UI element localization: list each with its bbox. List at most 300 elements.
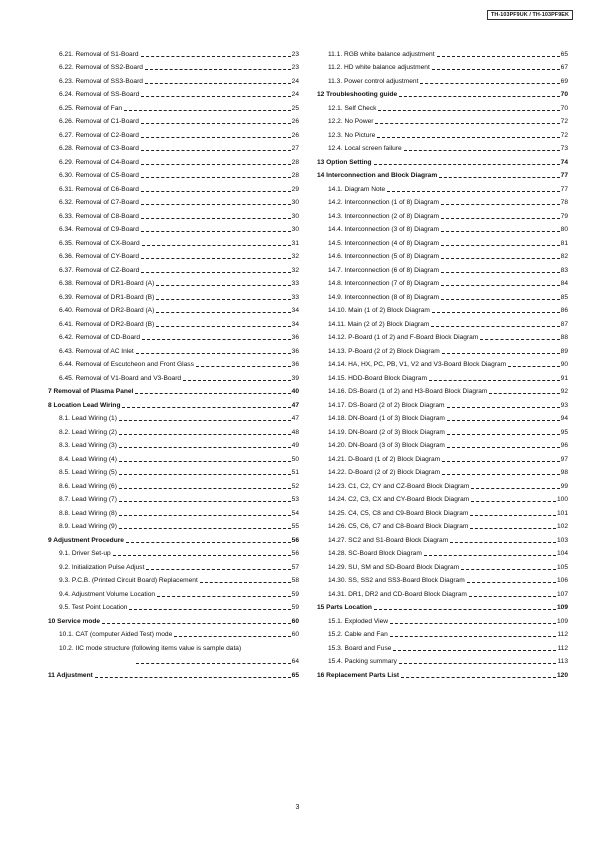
toc-entry[interactable] bbox=[317, 167, 568, 181]
toc-entry[interactable] bbox=[317, 99, 568, 113]
toc-entry-title: 12.1. Self Check bbox=[328, 104, 377, 112]
toc-entry-page: 25 bbox=[291, 104, 299, 112]
toc-entry[interactable] bbox=[48, 423, 299, 437]
dot-leader bbox=[441, 218, 560, 219]
toc-entry-title: 15.1. Exploded View bbox=[328, 617, 388, 625]
toc-entry[interactable] bbox=[48, 437, 299, 451]
toc-entry[interactable] bbox=[48, 72, 299, 86]
toc-entry-page: 50 bbox=[291, 455, 299, 463]
toc-entry-title: 6.21. Removal of S1-Board bbox=[59, 50, 139, 58]
toc-entry-page: 120 bbox=[556, 671, 568, 679]
dot-leader bbox=[141, 123, 291, 124]
toc-entry[interactable] bbox=[48, 234, 299, 248]
toc-entry-title: 13 Option Setting bbox=[317, 158, 372, 166]
toc-entry-title: 6.35. Removal of CX-Board bbox=[59, 239, 140, 247]
toc-entry[interactable] bbox=[317, 626, 568, 640]
toc-entry-title: 6.45. Removal of V1-Board and V3-Board bbox=[59, 374, 182, 382]
toc-entry[interactable] bbox=[48, 491, 299, 505]
dot-leader bbox=[119, 434, 291, 435]
toc-entry[interactable] bbox=[317, 302, 568, 316]
toc-entry-title: 8.1. Lead Wiring (1) bbox=[59, 415, 117, 422]
toc-entry[interactable] bbox=[48, 140, 299, 154]
toc-entry[interactable] bbox=[48, 545, 299, 559]
toc-entry[interactable] bbox=[48, 585, 299, 599]
toc-entry-page: 65 bbox=[560, 50, 568, 58]
toc-entry[interactable] bbox=[48, 126, 299, 140]
dot-leader bbox=[119, 474, 291, 475]
toc-entry-page: 70 bbox=[560, 104, 568, 112]
toc-entry[interactable] bbox=[48, 653, 299, 667]
toc-entry[interactable] bbox=[317, 477, 568, 491]
dot-leader bbox=[122, 407, 290, 408]
toc-entry-title: 9.5. Test Point Location bbox=[59, 604, 128, 611]
dot-leader bbox=[467, 582, 556, 583]
dot-leader bbox=[145, 69, 291, 70]
toc-entry[interactable] bbox=[317, 450, 568, 464]
toc-entry[interactable] bbox=[48, 221, 299, 235]
dot-leader bbox=[441, 231, 560, 232]
toc-entry-page: 30 bbox=[291, 212, 299, 220]
dot-leader bbox=[390, 636, 557, 637]
toc-entry-title: 12.2. No Power bbox=[328, 118, 374, 125]
toc-entry-page: 107 bbox=[556, 590, 568, 598]
toc-entry-page: 56 bbox=[291, 550, 299, 557]
dot-leader bbox=[141, 96, 290, 97]
toc-entry-page: 73 bbox=[560, 145, 568, 152]
toc-entry[interactable] bbox=[48, 626, 299, 640]
dot-leader bbox=[141, 137, 291, 138]
toc-entry[interactable] bbox=[48, 383, 299, 397]
toc-entry[interactable] bbox=[317, 423, 568, 437]
dot-leader bbox=[429, 380, 560, 381]
toc-entry-page: 86 bbox=[560, 307, 568, 314]
toc-entry-page: 36 bbox=[291, 334, 299, 341]
dot-leader bbox=[174, 636, 290, 637]
toc-entry[interactable] bbox=[48, 99, 299, 113]
dot-leader bbox=[390, 623, 556, 624]
toc-entry-title: 14.15. HDD-Board Block Diagram bbox=[328, 374, 427, 382]
toc-entry-page: 92 bbox=[560, 388, 568, 395]
toc-entry[interactable] bbox=[48, 113, 299, 127]
toc-entry[interactable] bbox=[48, 153, 299, 167]
toc-entry-title: 14 Interconnection and Block Diagram bbox=[317, 172, 438, 179]
dot-leader bbox=[432, 69, 560, 70]
toc-entry[interactable] bbox=[48, 167, 299, 181]
toc-entry[interactable] bbox=[317, 383, 568, 397]
dot-leader bbox=[156, 285, 290, 286]
toc-entry-page: 58 bbox=[291, 577, 299, 584]
dot-leader bbox=[439, 177, 559, 178]
toc-entry-page: 84 bbox=[560, 280, 568, 287]
toc-entry-page: 79 bbox=[560, 212, 568, 220]
dot-leader bbox=[136, 353, 291, 354]
toc-entry[interactable] bbox=[48, 477, 299, 491]
toc-entry[interactable] bbox=[48, 464, 299, 478]
toc-entry[interactable] bbox=[48, 666, 299, 680]
dot-leader bbox=[156, 312, 290, 313]
toc-entry-title: 15 Parts Location bbox=[317, 604, 372, 611]
dot-leader bbox=[442, 474, 560, 475]
dot-leader bbox=[141, 204, 291, 205]
toc-entry[interactable] bbox=[317, 531, 568, 545]
toc-entry-title: 14.19. DN-Board (2 of 3) Block Diagram bbox=[328, 428, 445, 436]
dot-leader bbox=[157, 596, 291, 597]
toc-entry[interactable] bbox=[48, 396, 299, 410]
toc-entry-page: 60 bbox=[291, 631, 299, 638]
toc-entry-page: 39 bbox=[291, 374, 299, 382]
dot-leader bbox=[441, 285, 560, 286]
toc-entry-page: 98 bbox=[560, 469, 568, 476]
dot-leader bbox=[401, 677, 556, 678]
dot-leader bbox=[119, 528, 291, 529]
toc-entry-title: 14.3. Interconnection (2 of 8) Diagram bbox=[328, 212, 440, 220]
toc-entry-page: 106 bbox=[556, 577, 568, 584]
toc-entry-title: 6.24. Removal of SS-Board bbox=[59, 91, 140, 98]
dot-leader bbox=[141, 218, 291, 219]
dot-leader bbox=[447, 420, 560, 421]
dot-leader bbox=[437, 56, 560, 57]
toc-entry[interactable] bbox=[48, 315, 299, 329]
toc-entry[interactable] bbox=[317, 612, 568, 626]
dot-leader bbox=[404, 150, 560, 151]
toc-entry[interactable] bbox=[48, 450, 299, 464]
toc-entry-title: 14.1. Diagram Note bbox=[328, 185, 386, 193]
toc-entry[interactable] bbox=[317, 545, 568, 559]
toc-entry-title: 6.22. Removal of SS2-Board bbox=[59, 64, 143, 71]
toc-entry-title: 8.6. Lead Wiring (6) bbox=[59, 482, 117, 490]
toc-entry-page: 109 bbox=[556, 604, 568, 611]
toc-entry-title: 10.1. CAT (computer Aided Test) mode bbox=[59, 631, 173, 638]
toc-entry[interactable] bbox=[48, 275, 299, 289]
toc-entry-title: 14.21. D-Board (1 of 2) Block Diagram bbox=[328, 455, 441, 463]
toc-entry[interactable] bbox=[317, 140, 568, 154]
dot-leader bbox=[141, 272, 290, 273]
toc-entry[interactable] bbox=[48, 248, 299, 262]
toc-entry-title: 6.42. Removal of CD-Board bbox=[59, 334, 140, 341]
toc-entry-title: 6.37. Removal of CZ-Board bbox=[59, 266, 140, 274]
toc-entry-title: 14.22. D-Board (2 of 2) Block Diagram bbox=[328, 469, 441, 476]
dot-leader bbox=[95, 677, 291, 678]
toc-entry-page: 30 bbox=[291, 199, 299, 206]
toc-entry-title: 14.26. C5, C6, C7 and C8-Board Block Diagram bbox=[328, 523, 469, 530]
toc-entry[interactable] bbox=[317, 113, 568, 127]
toc-entry[interactable] bbox=[48, 302, 299, 316]
toc-entry-page: 24 bbox=[291, 77, 299, 85]
dot-leader bbox=[375, 123, 559, 124]
dot-leader bbox=[124, 110, 291, 111]
toc-entry-title: 6.26. Removal of C1-Board bbox=[59, 118, 139, 125]
toc-entry-title: 6.38. Removal of DR1-Board (A) bbox=[59, 280, 155, 287]
toc-left-column bbox=[48, 45, 299, 680]
dot-leader bbox=[129, 609, 290, 610]
toc-entry-title: 8.4. Lead Wiring (4) bbox=[59, 455, 117, 463]
toc-entry[interactable] bbox=[317, 72, 568, 86]
toc-entry[interactable] bbox=[317, 180, 568, 194]
toc-entry-page: 26 bbox=[291, 131, 299, 139]
dot-leader bbox=[141, 56, 291, 57]
toc-entry-page: 109 bbox=[556, 617, 568, 625]
toc-entry-title: 7 Removal of Plasma Panel bbox=[48, 388, 134, 395]
toc-entry[interactable] bbox=[48, 342, 299, 356]
toc-entry[interactable] bbox=[48, 639, 299, 653]
dot-leader bbox=[469, 596, 556, 597]
toc-entry-title: 6.25. Removal of Fan bbox=[59, 104, 123, 112]
toc-entry-page: 40 bbox=[291, 388, 299, 395]
toc-entry-page: 77 bbox=[560, 185, 568, 193]
toc-entry[interactable] bbox=[48, 558, 299, 572]
toc-entry-page: 54 bbox=[291, 509, 299, 517]
toc-entry-title: 10.2. IIC mode structure (following items value is sample data) bbox=[59, 644, 242, 652]
toc-entry-page: 112 bbox=[557, 644, 568, 652]
toc-entry[interactable] bbox=[48, 369, 299, 383]
toc-entry[interactable] bbox=[317, 275, 568, 289]
toc-entry-title: 16 Replacement Parts List bbox=[317, 671, 400, 679]
dot-leader bbox=[141, 150, 291, 151]
toc-entry-page: 93 bbox=[560, 401, 568, 409]
toc-entry[interactable] bbox=[317, 599, 568, 613]
toc-entry[interactable] bbox=[48, 180, 299, 194]
toc-entry[interactable] bbox=[317, 288, 568, 302]
toc-entry-title: 8.9. Lead Wiring (9) bbox=[59, 523, 117, 530]
dot-leader bbox=[146, 569, 290, 570]
toc-entry[interactable] bbox=[48, 329, 299, 343]
toc-entry[interactable] bbox=[317, 518, 568, 532]
toc-entry-page: 29 bbox=[291, 185, 299, 193]
dot-leader bbox=[420, 83, 559, 84]
toc-entry-page: 69 bbox=[560, 77, 568, 85]
toc-entry-title: 14.30. SS, SS2 and SS3-Board Block Diagram bbox=[328, 577, 465, 584]
toc-entry[interactable] bbox=[48, 86, 299, 100]
dot-leader bbox=[471, 488, 559, 489]
toc-entry-title: 6.30. Removal of C5-Board bbox=[59, 172, 139, 179]
toc-entry-page: 33 bbox=[291, 293, 299, 301]
dot-leader bbox=[141, 164, 291, 165]
toc-entry-title: 14.18. DN-Board (1 of 3) Block Diagram bbox=[328, 415, 445, 422]
toc-entry[interactable] bbox=[317, 207, 568, 221]
toc-entry[interactable] bbox=[48, 261, 299, 275]
toc-entry-title: 6.28. Removal of C3-Board bbox=[59, 145, 139, 152]
toc-entry[interactable] bbox=[317, 194, 568, 208]
toc-entry-page: 101 bbox=[556, 509, 568, 517]
toc-entry-page: 72 bbox=[560, 131, 568, 139]
toc-entry[interactable] bbox=[48, 194, 299, 208]
toc-entry[interactable] bbox=[48, 518, 299, 532]
toc-entry-title: 14.27. SC2 and S1-Board Block Diagram bbox=[328, 536, 449, 544]
toc-entry-page: 99 bbox=[560, 482, 568, 490]
dot-leader bbox=[471, 501, 556, 502]
toc-entry[interactable] bbox=[317, 45, 568, 59]
toc-entry-page: 85 bbox=[560, 293, 568, 301]
toc-entry-page: 32 bbox=[291, 253, 299, 260]
toc-entry-page: 74 bbox=[560, 158, 568, 166]
toc-entry-page: 30 bbox=[291, 226, 299, 233]
dot-leader bbox=[126, 542, 291, 543]
dot-leader bbox=[119, 501, 291, 502]
toc-entry-title: 6.33. Removal of C8-Board bbox=[59, 212, 139, 220]
toc-entry[interactable] bbox=[317, 329, 568, 343]
toc-entry-title: 6.29. Removal of C4-Board bbox=[59, 158, 139, 166]
toc-entry-title: 15.4. Packing summary bbox=[328, 658, 397, 665]
dot-leader bbox=[441, 245, 560, 246]
toc-entry[interactable] bbox=[317, 585, 568, 599]
toc-entry[interactable] bbox=[48, 59, 299, 73]
toc-entry-title: 14.20. DN-Board (3 of 3) Block Diagram bbox=[328, 442, 445, 449]
toc-entry[interactable] bbox=[317, 653, 568, 667]
toc-entry-title: 6.39. Removal of DR1-Board (B) bbox=[59, 293, 155, 301]
toc-entry[interactable] bbox=[317, 153, 568, 167]
toc-entry[interactable] bbox=[317, 86, 568, 100]
toc-entry-page: 47 bbox=[291, 415, 299, 422]
dot-leader bbox=[489, 393, 559, 394]
toc-entry-page: 83 bbox=[560, 266, 568, 274]
toc-entry-title: 11 Adjustment bbox=[48, 671, 93, 679]
toc-entry-page: 104 bbox=[556, 550, 568, 557]
toc-entry-title: 12.3. No Picture bbox=[328, 131, 376, 139]
dot-leader bbox=[480, 339, 559, 340]
toc-entry-title: 14.23. C1, C2, CY and CZ-Board Block Diagram bbox=[328, 482, 470, 490]
toc-entry[interactable] bbox=[317, 221, 568, 235]
dot-leader bbox=[200, 582, 291, 583]
toc-entry[interactable] bbox=[317, 261, 568, 275]
dot-leader bbox=[374, 164, 560, 165]
dot-leader bbox=[442, 461, 560, 462]
dot-leader bbox=[399, 96, 559, 97]
toc-entry[interactable] bbox=[317, 437, 568, 451]
toc-entry-title: 14.11. Main (2 of 2) Block Diagram bbox=[328, 320, 430, 328]
toc-entry[interactable] bbox=[317, 59, 568, 73]
dot-leader bbox=[378, 110, 559, 111]
dot-leader bbox=[119, 488, 291, 489]
toc-entry[interactable] bbox=[48, 572, 299, 586]
toc-entry-title: 8.5. Lead Wiring (5) bbox=[59, 469, 117, 476]
toc-entry-title: 14.4. Interconnection (3 of 8) Diagram bbox=[328, 226, 440, 233]
toc-entry-page: 96 bbox=[560, 442, 568, 449]
toc-entry[interactable] bbox=[48, 410, 299, 424]
dot-leader bbox=[142, 245, 291, 246]
toc-entry[interactable] bbox=[48, 531, 299, 545]
toc-entry[interactable] bbox=[317, 315, 568, 329]
toc-entry[interactable] bbox=[48, 356, 299, 370]
toc-entry-title: 15.2. Cable and Fan bbox=[328, 631, 388, 638]
model-header: TH-103PF9UK / TH-103PF9EK bbox=[487, 10, 573, 20]
toc-entry-page: 64 bbox=[291, 658, 299, 665]
toc-entry[interactable] bbox=[317, 464, 568, 478]
toc-entry[interactable] bbox=[317, 342, 568, 356]
toc-entry[interactable] bbox=[317, 356, 568, 370]
toc-entry-title: 6.23. Removal of SS3-Board bbox=[59, 77, 143, 85]
toc-entry-title: 6.40. Removal of DR2-Board (A) bbox=[59, 307, 155, 314]
dot-leader bbox=[441, 299, 560, 300]
toc-entry[interactable] bbox=[317, 410, 568, 424]
toc-entry-title: 9 Adjustment Procedure bbox=[48, 536, 124, 544]
dot-leader bbox=[377, 137, 559, 138]
toc-entry[interactable] bbox=[48, 45, 299, 59]
toc-entry-title: 12.4. Local screen failure bbox=[328, 145, 402, 152]
dot-leader bbox=[119, 447, 291, 448]
dot-leader bbox=[183, 380, 291, 381]
toc-entry-title: 14.2. Interconnection (1 of 8) Diagram bbox=[328, 199, 440, 206]
toc-entry[interactable] bbox=[48, 612, 299, 626]
toc-entry-title: 10 Service mode bbox=[48, 617, 101, 625]
toc-entry-page: 102 bbox=[556, 523, 568, 530]
dot-leader bbox=[424, 555, 556, 556]
toc-entry-title: 8.2. Lead Wiring (2) bbox=[59, 428, 117, 436]
toc-entry-page: 95 bbox=[560, 428, 568, 436]
toc-entry[interactable] bbox=[317, 639, 568, 653]
toc-entry-page: 100 bbox=[556, 496, 568, 503]
toc-entry-page: 53 bbox=[291, 496, 299, 503]
toc-entry-page: 81 bbox=[560, 239, 568, 247]
toc-entry[interactable] bbox=[317, 572, 568, 586]
toc-entry-title: 6.43. Removal of AC Inlet bbox=[59, 347, 134, 355]
toc-entry[interactable] bbox=[317, 666, 568, 680]
toc-entry-title: 8 Location Lead Wiring bbox=[48, 401, 121, 409]
toc-entry-title: 15.3. Board and Fuse bbox=[328, 644, 392, 652]
dot-leader bbox=[387, 191, 559, 192]
toc-entry-title: 6.31. Removal of C6-Board bbox=[59, 185, 139, 193]
toc-entry[interactable] bbox=[317, 504, 568, 518]
toc-entry-title: 14.13. P-Board (2 of 2) Block Diagram bbox=[328, 347, 440, 355]
toc-entry-page: 105 bbox=[556, 563, 568, 571]
toc-entry-page: 55 bbox=[291, 523, 299, 530]
toc-entry-title: 9.1. Driver Set-up bbox=[59, 550, 111, 557]
toc-entry[interactable] bbox=[317, 396, 568, 410]
toc-entry[interactable] bbox=[48, 207, 299, 221]
toc-entry-page: 24 bbox=[291, 91, 299, 98]
toc-entry-title: 14.29. SU, SM and SD-Board Block Diagram bbox=[328, 563, 460, 571]
toc-entry-title: 11.2. HD white balance adjustment bbox=[328, 64, 430, 71]
toc-entry-page: 72 bbox=[560, 118, 568, 125]
toc-entry[interactable] bbox=[48, 504, 299, 518]
toc-entry-title: 14.24. C2, C3, CX and CY-Board Block Diagram bbox=[328, 496, 470, 503]
dot-leader bbox=[141, 177, 291, 178]
toc-entry-page: 31 bbox=[291, 239, 299, 247]
toc-entry-page: 34 bbox=[291, 307, 299, 314]
toc-entry-title: 9.3. P.C.B. (Printed Circuit Board) Replacement bbox=[59, 577, 198, 584]
toc-entry-title: 12 Troubleshooting guide bbox=[317, 91, 398, 98]
toc-entry-title: 6.34. Removal of C9-Board bbox=[59, 226, 139, 233]
toc-entry[interactable] bbox=[317, 369, 568, 383]
toc-entry-page: 94 bbox=[560, 415, 568, 422]
toc-entry[interactable] bbox=[317, 248, 568, 262]
toc-entry-page: 82 bbox=[560, 253, 568, 260]
toc-entry-title: 14.16. DS-Board (1 of 2) and H3-Board Block Diagram bbox=[328, 388, 488, 395]
toc-entry-title: 14.7. Interconnection (6 of 8) Diagram bbox=[328, 266, 440, 274]
toc-entry[interactable] bbox=[317, 234, 568, 248]
toc-entry[interactable] bbox=[317, 558, 568, 572]
toc-right-column bbox=[317, 45, 568, 680]
toc-entry[interactable] bbox=[317, 491, 568, 505]
dot-leader bbox=[447, 447, 560, 448]
toc-entry-page: 60 bbox=[291, 617, 299, 625]
toc-entry[interactable] bbox=[48, 599, 299, 613]
dot-leader bbox=[442, 353, 560, 354]
toc-entry-title: 14.10. Main (1 of 2) Block Diagram bbox=[328, 307, 430, 314]
page-number: 3 bbox=[295, 804, 300, 811]
toc-entry-page: 28 bbox=[291, 172, 299, 179]
dot-leader bbox=[432, 312, 560, 313]
dot-leader bbox=[393, 650, 556, 651]
toc-entry[interactable] bbox=[48, 288, 299, 302]
toc-entry-title: 14.28. SC-Board Block Diagram bbox=[328, 550, 422, 557]
toc-entry-title: 14.25. C4, C5, C8 and C9-Board Block Diagram bbox=[328, 509, 469, 517]
toc-entry-page: 87 bbox=[560, 320, 568, 328]
dot-leader bbox=[447, 434, 560, 435]
toc-entry-page: 36 bbox=[291, 361, 299, 368]
toc-entry[interactable] bbox=[317, 126, 568, 140]
toc-entry-page: 59 bbox=[291, 604, 299, 611]
toc-entry-title: 14.5. Interconnection (4 of 8) Diagram bbox=[328, 239, 440, 247]
